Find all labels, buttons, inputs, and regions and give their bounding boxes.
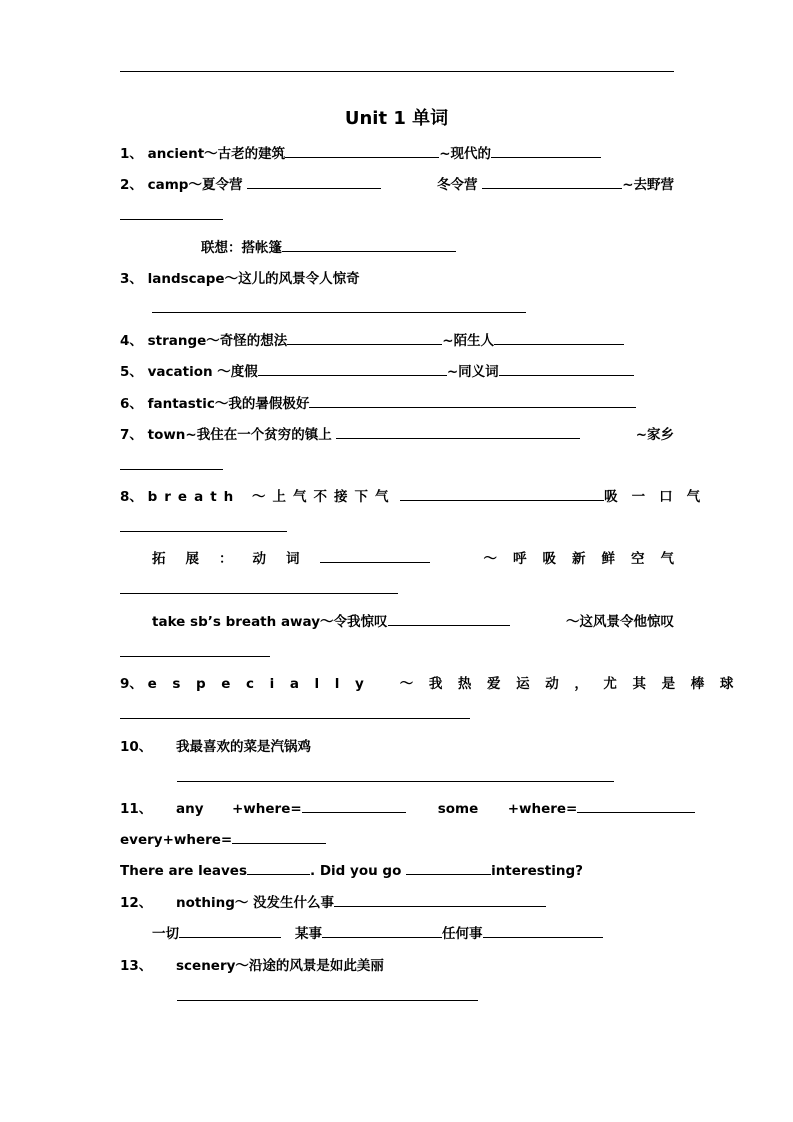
answer-blank[interactable] bbox=[258, 362, 447, 376]
item-8-continued bbox=[120, 518, 674, 538]
answer-blank[interactable] bbox=[406, 861, 491, 875]
item-number: 13、 bbox=[120, 958, 153, 974]
answer-blank[interactable] bbox=[120, 518, 287, 532]
prompt: ～这风景令他惊叹 bbox=[566, 614, 674, 630]
item-4 bbox=[120, 331, 674, 351]
answer-blank[interactable] bbox=[309, 394, 636, 408]
answer-blank[interactable] bbox=[152, 299, 526, 313]
prompt: +where= bbox=[232, 801, 302, 817]
item-2-association bbox=[201, 238, 601, 258]
item-8-phrase bbox=[152, 612, 674, 632]
answer-blank[interactable] bbox=[322, 924, 442, 938]
prompt: ~家乡 bbox=[635, 427, 674, 443]
prompt: 一切 bbox=[152, 926, 179, 942]
item-10 bbox=[120, 737, 674, 757]
answer-blank[interactable] bbox=[120, 705, 470, 719]
item-number: 9、 bbox=[120, 676, 143, 692]
item-8-phrase-continued bbox=[120, 643, 674, 663]
item-8 bbox=[120, 487, 715, 507]
prompt: 2、 camp～夏令营 bbox=[120, 175, 381, 195]
prompt: scenery～沿途的风景是如此美丽 bbox=[176, 958, 384, 974]
answer-blank[interactable] bbox=[302, 799, 406, 813]
prompt: landscape～这儿的风景令人惊奇 bbox=[147, 271, 360, 287]
item-1 bbox=[120, 144, 674, 164]
answer-blank[interactable] bbox=[577, 799, 695, 813]
answer-blank[interactable] bbox=[388, 612, 510, 626]
item-number: 5、 bbox=[120, 364, 143, 380]
item-7-continued bbox=[120, 456, 674, 476]
answer-blank[interactable] bbox=[247, 175, 381, 189]
item-number: 12、 bbox=[120, 895, 153, 911]
prompt: ancient～古老的建筑 bbox=[147, 146, 286, 162]
item-9 bbox=[120, 674, 749, 694]
answer-blank[interactable] bbox=[177, 987, 478, 1001]
item-2-continued bbox=[120, 206, 674, 226]
item-number: 1、 bbox=[120, 146, 143, 162]
item-5 bbox=[120, 362, 674, 382]
prompt: ～呼吸新鲜空气 bbox=[483, 551, 690, 567]
prompt: 冬令营 ~去野营 bbox=[436, 177, 674, 193]
prompt: strange～奇怪的想法 bbox=[147, 333, 288, 349]
item-11-every bbox=[120, 830, 674, 850]
prompt: fantastic～我的暑假极好 bbox=[147, 396, 310, 412]
prompt: +where= bbox=[507, 801, 578, 817]
answer-blank[interactable] bbox=[120, 456, 223, 470]
answer-blank[interactable] bbox=[483, 924, 603, 938]
answer-blank[interactable] bbox=[120, 580, 398, 594]
item-7 bbox=[120, 425, 674, 445]
answer-blank[interactable] bbox=[287, 331, 442, 345]
item-12 bbox=[120, 893, 674, 913]
item-13 bbox=[120, 956, 674, 976]
prompt: 吸一口气 bbox=[604, 489, 715, 505]
item-8-expand-continued bbox=[120, 580, 674, 600]
prompt: 8、 breath ～上气不接下气 bbox=[120, 487, 604, 507]
answer-blank[interactable] bbox=[320, 549, 430, 563]
item-6 bbox=[120, 394, 674, 414]
answer-blank[interactable] bbox=[120, 643, 270, 657]
answer-blank[interactable] bbox=[494, 331, 624, 345]
prompt: some bbox=[437, 801, 479, 817]
answer-blank[interactable] bbox=[336, 425, 580, 439]
prompt: vacation ～度假 bbox=[147, 364, 258, 380]
prompt: 任何事 bbox=[442, 926, 483, 942]
answer-blank[interactable] bbox=[120, 206, 223, 220]
item-10-answer bbox=[177, 768, 617, 788]
prompt: any bbox=[176, 801, 204, 817]
prompt: 某事 bbox=[295, 926, 322, 942]
item-13-answer bbox=[177, 987, 497, 1007]
item-2 bbox=[120, 175, 674, 195]
prompt: ~同义词 bbox=[446, 364, 499, 380]
answer-blank[interactable] bbox=[179, 924, 281, 938]
item-8-expand bbox=[152, 549, 690, 569]
header-rule bbox=[120, 71, 674, 72]
prompt: every+where= bbox=[120, 832, 233, 848]
item-number: 11、 bbox=[120, 801, 153, 817]
item-number: 3、 bbox=[120, 271, 143, 287]
prompt: especially ～我热爱运动，尤其是棒球 bbox=[147, 676, 749, 692]
prompt: 拓展：动词 bbox=[152, 549, 430, 569]
answer-blank[interactable] bbox=[232, 830, 326, 844]
prompt: nothing～ 没发生什么事 bbox=[176, 895, 335, 911]
item-number: 6、 bbox=[120, 396, 143, 412]
prompt: 7、 town~我住在一个贫穷的镇上 bbox=[120, 425, 580, 445]
prompt: There are leaves bbox=[120, 863, 247, 879]
answer-blank[interactable] bbox=[247, 861, 310, 875]
prompt: interesting? bbox=[491, 863, 583, 879]
answer-blank[interactable] bbox=[491, 144, 601, 158]
item-11 bbox=[120, 799, 674, 819]
prompt: ~现代的 bbox=[439, 146, 491, 162]
answer-blank[interactable] bbox=[282, 238, 456, 252]
item-12-related bbox=[152, 924, 632, 944]
prompt: ~陌生人 bbox=[442, 333, 495, 349]
item-3 bbox=[120, 269, 674, 289]
prompt: 我最喜欢的菜是汽锅鸡 bbox=[176, 739, 311, 755]
answer-blank[interactable] bbox=[285, 144, 439, 158]
answer-blank[interactable] bbox=[334, 893, 546, 907]
item-number: 4、 bbox=[120, 333, 143, 349]
answer-blank[interactable] bbox=[400, 487, 604, 501]
prompt: take sb’s breath away～令我惊叹 bbox=[152, 612, 510, 632]
page-title: Unit 1 单词 bbox=[344, 108, 449, 129]
answer-blank[interactable] bbox=[482, 175, 622, 189]
answer-blank[interactable] bbox=[177, 768, 614, 782]
item-3-answer bbox=[152, 299, 552, 319]
prompt: . Did you go bbox=[310, 863, 402, 879]
item-9-answer bbox=[120, 705, 674, 725]
answer-blank[interactable] bbox=[499, 362, 634, 376]
item-number: 10、 bbox=[120, 739, 153, 755]
prompt: 联想：搭帐篷 bbox=[201, 240, 282, 256]
item-11-sentence bbox=[120, 861, 674, 881]
